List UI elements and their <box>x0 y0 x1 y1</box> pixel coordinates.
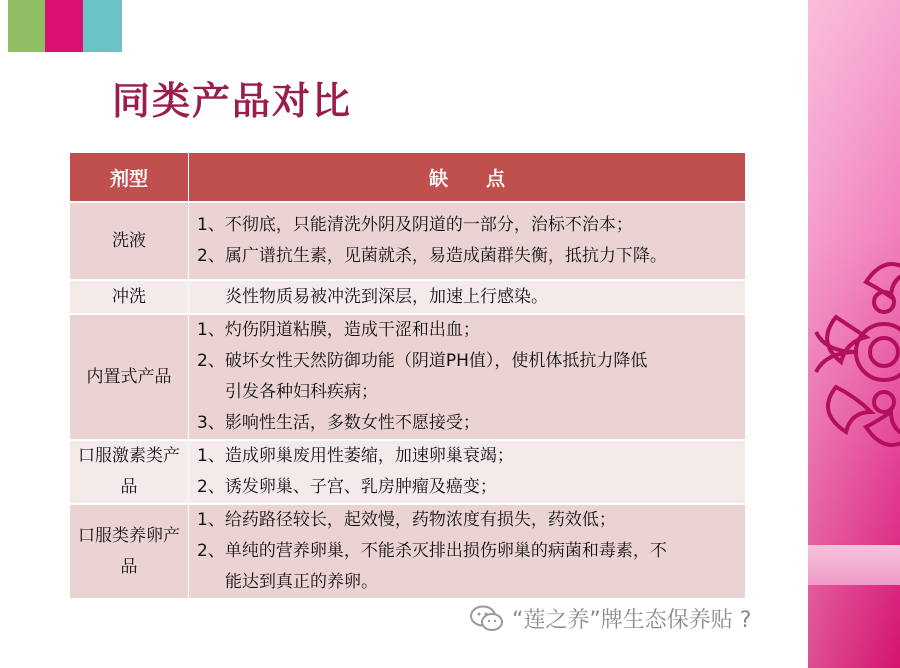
page-title: 同类产品对比 <box>112 79 353 123</box>
desc-line: 2、单纯的营养卵巢，不能杀灭排出损伤卵巢的病菌和毒素，不 <box>197 541 667 561</box>
desc-line: 2、破坏女性天然防御功能（阴道PH值），使机体抵抗力降低 <box>197 351 648 371</box>
header-drawbacks: 缺 点 <box>189 153 746 202</box>
row-type: 冲洗 <box>70 280 189 314</box>
table-row <box>70 314 745 440</box>
desc-line: 3、影响性生活，多数女性不愿接受； <box>197 413 480 433</box>
footer-text: “莲之养”牌生态保养贴 ? <box>512 608 752 633</box>
row-desc <box>189 280 746 314</box>
accent-bar-pink <box>45 0 83 52</box>
table-row <box>70 280 745 314</box>
row-desc <box>189 314 746 440</box>
table-row <box>70 202 745 280</box>
desc-line: 1、给药路径较长，起效慢，药物浓度有损失，药效低； <box>197 510 616 530</box>
accent-bar-teal <box>83 0 122 52</box>
desc-line: 炎性物质易被冲洗到深层，加速上行感染。 <box>225 286 548 307</box>
footer-watermark <box>470 603 751 634</box>
row-type: 内置式产品 <box>70 314 189 440</box>
flower-decoration-icon <box>806 222 900 482</box>
desc-line: 能达到真正的养卵。 <box>225 572 378 592</box>
comparison-table <box>70 153 745 598</box>
row-type: 口服类养卵产品 <box>70 504 189 598</box>
row-desc <box>189 504 746 598</box>
row-type: 洗液 <box>70 202 189 280</box>
table-header-row <box>70 153 745 202</box>
wechat-icon <box>470 605 504 633</box>
desc-line: 2、诱发卵巢、子宫、乳房肿瘤及癌变； <box>197 477 497 497</box>
accent-bar-green <box>8 0 45 52</box>
desc-line: 1、造成卵巢废用性萎缩，加速卵巢衰竭； <box>197 446 514 466</box>
desc-line: 2、属广谱抗生素，见菌就杀，易造成菌群失衡，抵抗力下降。 <box>197 246 667 266</box>
desc-line: 1、灼伤阴道粘膜，造成干涩和出血； <box>197 320 480 340</box>
row-desc <box>189 202 746 280</box>
desc-line: 引发各种妇科疾病； <box>225 382 378 402</box>
right-decor-strip <box>808 545 900 585</box>
table-row <box>70 504 745 598</box>
table-row <box>70 440 745 504</box>
row-desc <box>189 440 746 504</box>
row-type: 口服激素类产品 <box>70 440 189 504</box>
desc-line: 1、不彻底，只能清洗外阴及阴道的一部分，治标不治本； <box>197 215 633 235</box>
header-type: 剂型 <box>70 153 189 202</box>
